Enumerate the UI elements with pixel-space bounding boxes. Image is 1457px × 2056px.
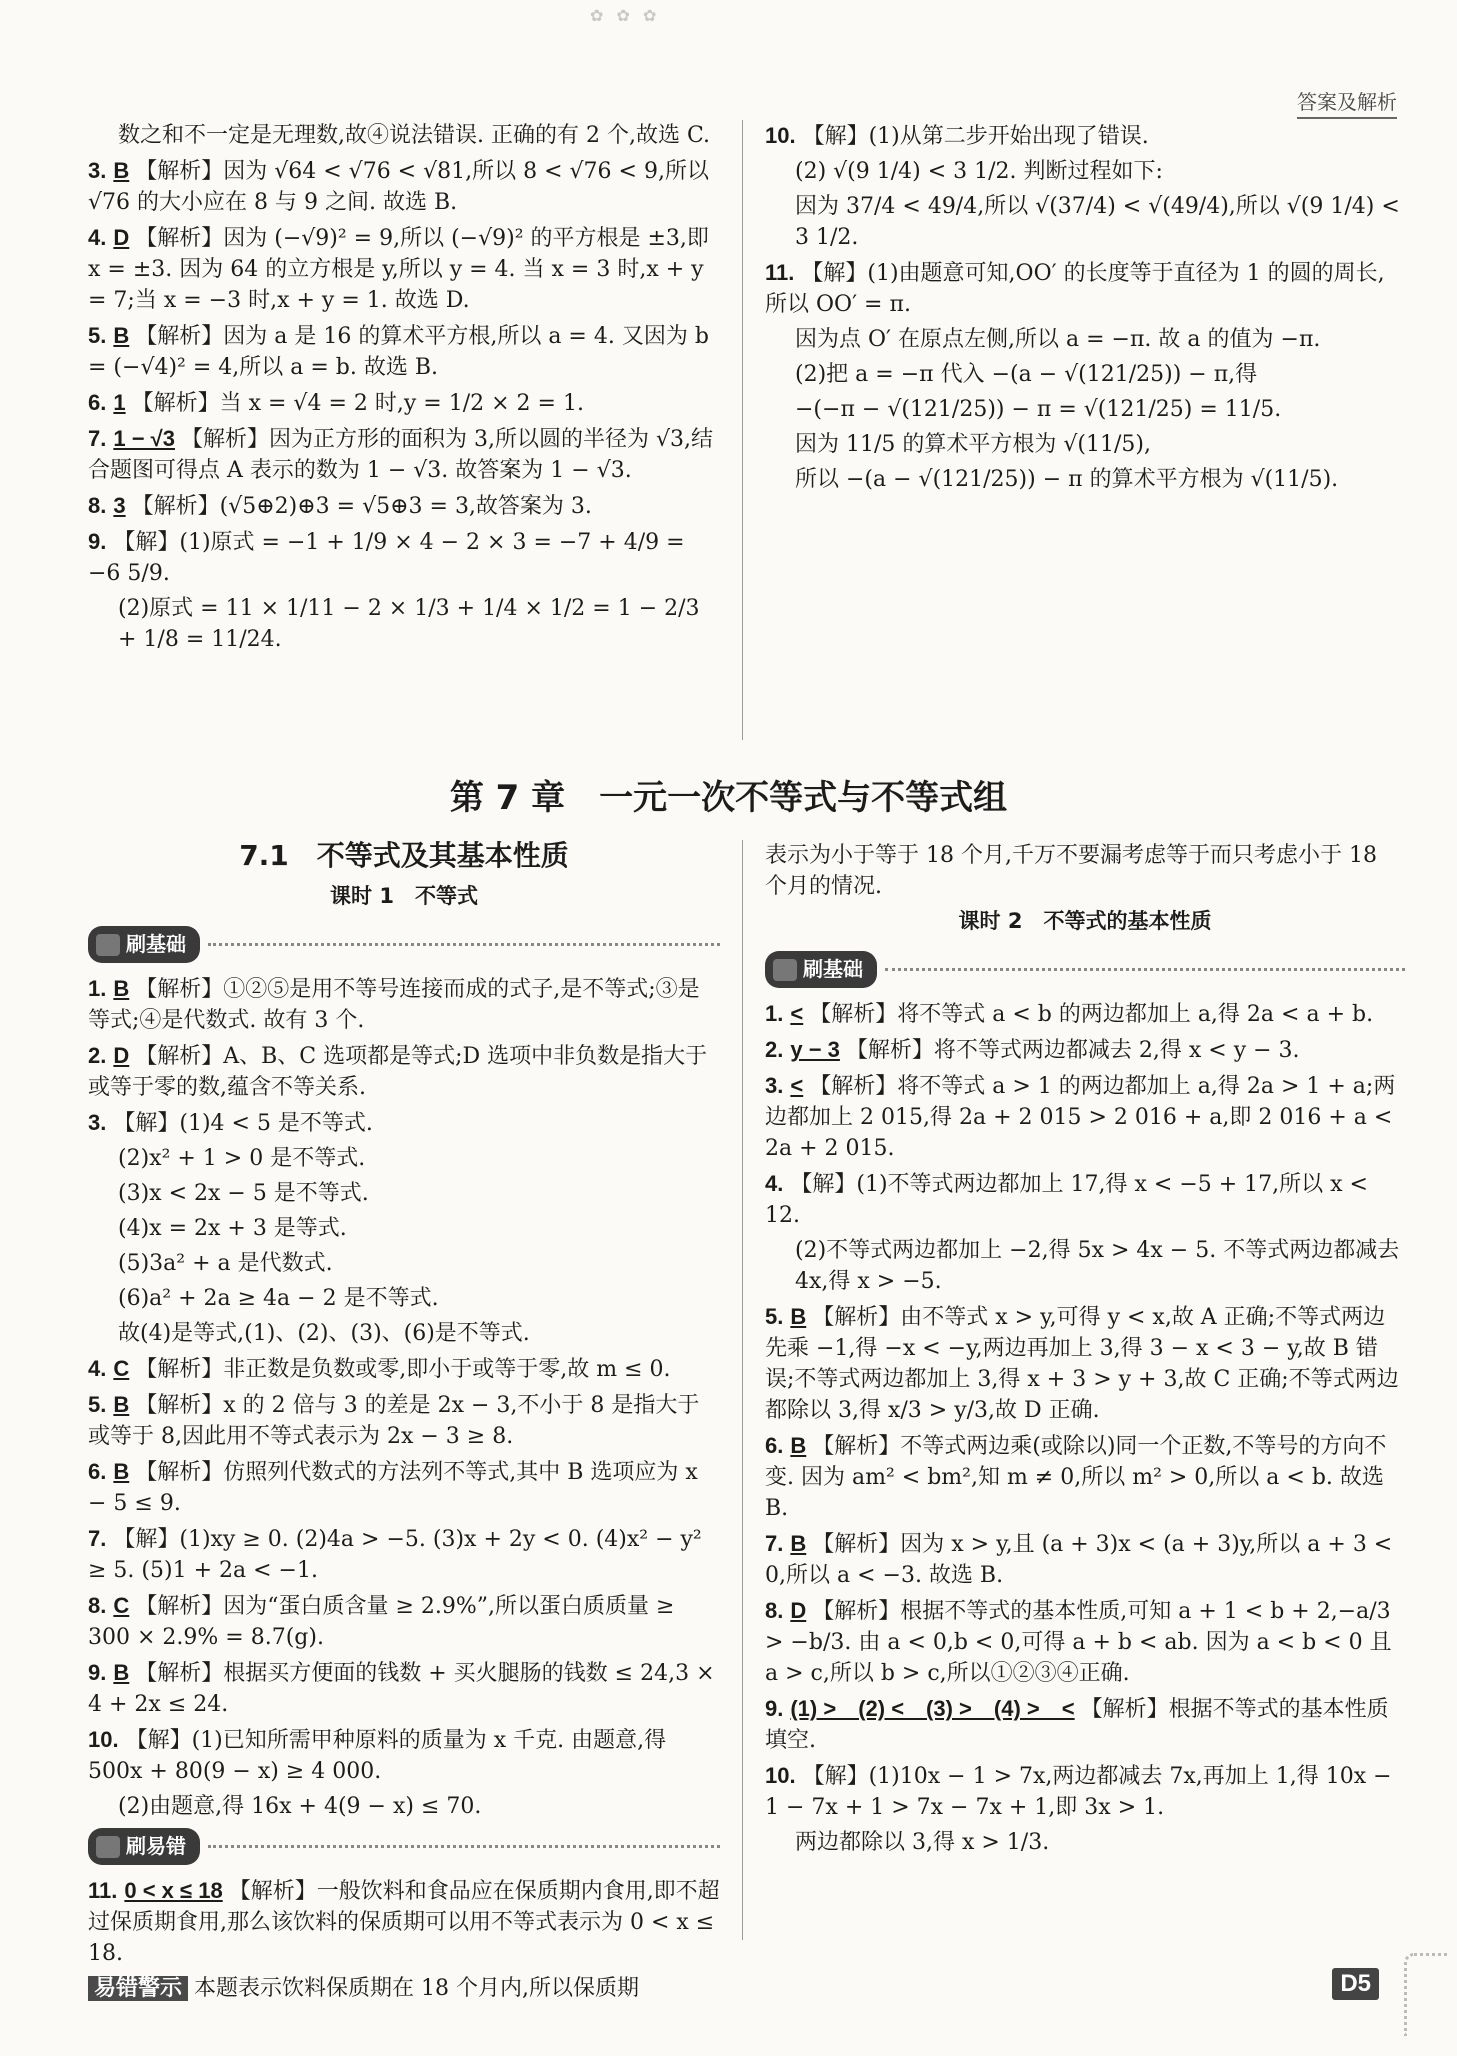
continued-text: 表示为小于等于 18 个月,千万不要漏考虑等于而只考虑小于 18 个月的情况. <box>765 843 1377 899</box>
item-answer: B <box>113 1459 130 1484</box>
item-number: 3. <box>765 1073 784 1098</box>
dotted-rule <box>208 1845 720 1848</box>
item-answer: B <box>790 1531 807 1556</box>
answer-item <box>88 1724 720 1787</box>
item-answer: 1 <box>113 390 126 415</box>
item-text: 因为 11/5 的算术平方根为 √(11/5), <box>795 432 1151 457</box>
item-number: 9. <box>88 529 107 554</box>
item-text: 【解析】因为“蛋白质含量 ≥ 2.9%”,所以蛋白质质量 ≥ 300 × 2.9% = 8.7(g). <box>88 1594 675 1650</box>
item-text: 【解析】A、B、C 选项都是等式;D 选项中非负数是指大于或等于零的数,蕴含不等关系. <box>88 1044 708 1100</box>
answer-item <box>88 526 720 589</box>
item-text: 两边都除以 3,得 x > 1/3. <box>795 1830 1050 1855</box>
item-number: 4. <box>88 1356 107 1381</box>
item-number: 10. <box>765 123 796 148</box>
answer-item <box>88 120 720 151</box>
item-number: 5. <box>88 1392 107 1417</box>
answer-item <box>88 1248 720 1279</box>
item-number: 7. <box>88 1526 107 1551</box>
warning-tag: 易错警示 <box>88 1976 188 2001</box>
answer-item <box>88 387 720 419</box>
item-number: 7. <box>88 426 107 451</box>
answer-item <box>765 429 1405 460</box>
answer-item <box>765 359 1405 390</box>
top-right-column <box>765 120 1405 499</box>
header-label: 答案及解析 <box>1297 86 1397 119</box>
item-answer: B <box>113 323 130 348</box>
item-number: 8. <box>88 1593 107 1618</box>
badge-basic-label-2: 刷基础 <box>803 957 863 981</box>
item-number: 6. <box>88 390 107 415</box>
item-text: 【解析】当 x = √4 = 2 时,y = 1/2 × 2 = 1. <box>131 391 584 416</box>
answer-item <box>88 593 720 655</box>
bottom-left-column <box>88 840 720 2008</box>
answer-item <box>88 1040 720 1103</box>
answer-item <box>88 1283 720 1314</box>
item-number: 7. <box>765 1531 784 1556</box>
item-answer: B <box>113 976 130 1001</box>
answer-item <box>88 1875 720 1969</box>
badge-error <box>88 1828 200 1865</box>
item-answer: D <box>790 1598 807 1623</box>
item-text: (2)不等式两边都加上 −2,得 5x > 4x − 5. 不等式两边都减去 4x,得 x > −5. <box>795 1238 1400 1294</box>
item-text: 【解析】将不等式 a < b 的两边都加上 a,得 2a < a + b. <box>809 1002 1374 1027</box>
answer-item <box>88 1107 720 1139</box>
badge-basic-label: 刷基础 <box>126 932 186 956</box>
item-text: 【解析】①②⑤是用不等号连接而成的式子,是不等式;③是等式;④是代数式. 故有 3 个. <box>88 977 700 1033</box>
item-text: 本题表示饮料保质期在 18 个月内,所以保质期 <box>194 1976 639 2001</box>
item-number: 1. <box>765 1001 784 1026</box>
badge-basic-row <box>88 926 720 963</box>
item-number: 5. <box>88 323 107 348</box>
item-text: (2)由题意,得 16x + 4(9 − x) ≤ 70. <box>118 1794 482 1819</box>
item-number: 6. <box>88 1459 107 1484</box>
item-number: 1. <box>88 976 107 1001</box>
item-number: 2. <box>765 1037 784 1062</box>
item-answer: B <box>790 1433 807 1458</box>
item-text: 【解】(1)已知所需甲种原料的质量为 x 千克. 由题意,得 500x + 80(9 − x) ≥ 4 000. <box>88 1728 667 1784</box>
item-text: 【解析】因为 a 是 16 的算术平方根,所以 a = 4. 又因为 b = (−√4)² = 4,所以 a = b. 故选 B. <box>88 324 709 380</box>
item-answer: 0 < x ≤ 18 <box>124 1878 223 1903</box>
answer-item <box>765 1693 1405 1756</box>
item-text: 【解析】一般饮料和食品应在保质期内食用,即不超过保质期食用,那么该饮料的保质期可以用不等式表示为 0 < x ≤ 18. <box>88 1879 720 1966</box>
lesson-1-title: 课时 1 不等式 <box>330 884 478 908</box>
item-text: 【解析】x 的 2 倍与 3 的差是 2x − 3,不小于 8 是指大于或等于 8,因此用不等式表示为 2x − 3 ≥ 8. <box>88 1393 700 1449</box>
answer-item <box>765 464 1405 495</box>
answer-item <box>88 222 720 316</box>
answer-item <box>765 1034 1405 1066</box>
item-text: (2) √(9 1/4) < 3 1/2. 判断过程如下: <box>795 159 1163 184</box>
item-number: 5. <box>765 1304 784 1329</box>
badge-basic-row-2 <box>765 951 1405 988</box>
item-text: 【解析】因为 (−√9)² = 9,所以 (−√9)² 的平方根是 ±3,即 x = ±3. 因为 64 的立方根是 y,所以 y = 4. 当 x = 3 时,x + y = 7;当 x = −3 时,x + y = 1. 故选 D. <box>88 226 709 313</box>
item-number: 3. <box>88 1110 107 1135</box>
answer-item <box>88 1791 720 1822</box>
item-text: 【解析】将不等式 a > 1 的两边都加上 a,得 2a > 1 + a;两边都加上 2 015,得 2a + 2 015 > 2 016 + a,即 2 016 + a < 2a + 2 015. <box>765 1074 1396 1161</box>
item-answer: B <box>113 158 130 183</box>
answer-item <box>765 1827 1405 1858</box>
item-text: 数之和不一定是无理数,故④说法错误. 正确的有 2 个,故选 C. <box>118 123 710 148</box>
item-text: 【解析】仿照列代数式的方法列不等式,其中 B 选项应为 x − 5 ≤ 9. <box>88 1460 698 1516</box>
item-text: (3)x < 2x − 5 是不等式. <box>118 1181 369 1206</box>
divider-top <box>742 120 743 740</box>
item-text: 因为 37/4 < 49/4,所以 √(37/4) < √(49/4),所以 √(9 1/4) < 3 1/2. <box>795 194 1400 250</box>
answer-item <box>88 155 720 218</box>
item-text: 所以 −(a − √(121/25)) − π 的算术平方根为 √(11/5). <box>795 467 1339 492</box>
answer-item <box>765 1301 1405 1426</box>
lesson-2-title: 课时 2 不等式的基本性质 <box>958 909 1212 933</box>
item-answer: y − 3 <box>790 1037 840 1062</box>
answer-item <box>765 257 1405 320</box>
item-answer: < <box>790 1001 804 1026</box>
answer-item <box>88 1143 720 1174</box>
item-text: 【解析】因为正方形的面积为 3,所以圆的半径为 √3,结合题图可得点 A 表示的数为 1 − √3. 故答案为 1 − √3. <box>88 427 713 483</box>
item-text: 【解析】不等式两边乘(或除以)同一个正数,不等号的方向不变. 因为 am² < bm²,知 m ≠ 0,所以 m² > 0,所以 a < b. 故选 B. <box>765 1434 1387 1521</box>
item-number: 6. <box>765 1433 784 1458</box>
item-number: 4. <box>765 1171 784 1196</box>
badge-error-label: 刷易错 <box>126 1834 186 1858</box>
item-text: 【解】(1)由题意可知,OO′ 的长度等于直径为 1 的圆的周长,所以 OO′ = π. <box>765 261 1385 317</box>
item-answer: B <box>790 1304 807 1329</box>
item-text: (4)x = 2x + 3 是等式. <box>118 1216 347 1241</box>
answer-item <box>765 1235 1405 1297</box>
page-number: D5 <box>1332 1968 1379 2000</box>
item-answer: C <box>113 1593 130 1618</box>
item-text: 【解析】因为 √64 < √76 < √81,所以 8 < √76 < 9,所以 √76 的大小应在 8 与 9 之间. 故选 B. <box>88 159 709 215</box>
item-answer: (1) > (2) < (3) > (4) > < <box>790 1696 1075 1721</box>
answer-item <box>88 490 720 522</box>
item-text: (2)把 a = −π 代入 −(a − √(121/25)) − π,得 <box>795 362 1258 387</box>
answer-item <box>765 1070 1405 1164</box>
item-number: 2. <box>88 1043 107 1068</box>
item-text: 【解】(1)xy ≥ 0. (2)4a > −5. (3)x + 2y < 0. (4)x² − y² ≥ 5. (5)1 + 2a < −1. <box>88 1527 702 1583</box>
answer-item <box>88 1389 720 1452</box>
item-text: 【解析】将不等式两边都减去 2,得 x < y − 3. <box>845 1038 1300 1063</box>
badge-error-row <box>88 1828 720 1865</box>
item-answer: 1 − √3 <box>113 426 175 451</box>
answer-item <box>88 1456 720 1519</box>
answer-item <box>88 1973 720 2004</box>
dotted-rule <box>885 968 1405 971</box>
item-answer: 3 <box>113 493 126 518</box>
answer-item <box>88 1657 720 1720</box>
section-title: 7.1 不等式及其基本性质 <box>239 839 569 872</box>
item-text: 【解析】(√5⊕2)⊕3 = √5⊕3 = 3,故答案为 3. <box>131 494 592 519</box>
item-text: −(−π − √(121/25)) − π = √(121/25) = 11/5. <box>795 397 1282 422</box>
item-answer: D <box>113 1043 130 1068</box>
item-number: 11. <box>765 260 795 285</box>
item-text: 【解析】根据不等式的基本性质填空. <box>765 1697 1389 1753</box>
corner-decoration <box>1404 1953 1447 2036</box>
answer-item <box>88 320 720 383</box>
item-answer: < <box>790 1073 804 1098</box>
item-answer: B <box>113 1392 130 1417</box>
dotted-rule <box>208 943 720 946</box>
answer-item <box>88 1590 720 1653</box>
answer-item <box>765 394 1405 425</box>
item-number: 3. <box>88 158 107 183</box>
pencil-icon <box>96 934 120 956</box>
item-number: 9. <box>88 1660 107 1685</box>
item-number: 4. <box>88 225 107 250</box>
bottom-right-column <box>765 840 1405 1862</box>
item-text: 【解】(1)从第二步开始出现了错误. <box>802 124 1149 149</box>
item-text: 【解】(1)不等式两边都加上 17,得 x < −5 + 17,所以 x < 12. <box>765 1172 1368 1228</box>
answer-item <box>765 120 1405 152</box>
item-text: (2)x² + 1 > 0 是不等式. <box>118 1146 366 1171</box>
item-number: 10. <box>88 1727 119 1752</box>
answer-item <box>765 1760 1405 1823</box>
item-text: 【解析】非正数是负数或零,即小于或等于零,故 m ≤ 0. <box>135 1357 671 1382</box>
item-text: 【解】(1)4 < 5 是不等式. <box>113 1111 373 1136</box>
top-ornament: ✿ ✿ ✿ <box>590 6 661 25</box>
item-answer: C <box>113 1356 130 1381</box>
item-text: 【解析】根据买方便面的钱数 + 买火腿肠的钱数 ≤ 24,3 × 4 + 2x ≤ 24. <box>88 1661 715 1717</box>
item-number: 8. <box>765 1598 784 1623</box>
divider-bottom <box>742 840 743 1940</box>
answer-item <box>765 1168 1405 1231</box>
chapter-title: 第 7 章 一元一次不等式与不等式组 <box>449 778 1008 818</box>
answer-item <box>765 191 1405 253</box>
pencil-icon <box>96 1836 120 1858</box>
answer-item <box>88 1523 720 1586</box>
answer-item <box>88 1213 720 1244</box>
answer-item <box>88 1353 720 1385</box>
answer-item <box>765 1430 1405 1524</box>
item-text: 【解析】由不等式 x > y,可得 y < x,故 A 正确;不等式两边先乘 −1,得 −x < −y,两边再加上 3,得 3 − x < 3 − y,故 B 错误;不等式两边都加上 3,得 x + 3 > y + 3,故 C 正确;不等式两边都除以 3,得 x/3 > y/3,故 D 正确. <box>765 1305 1399 1423</box>
answer-item <box>88 1178 720 1209</box>
answer-item <box>765 156 1405 187</box>
item-number: 10. <box>765 1763 796 1788</box>
item-text: 【解析】根据不等式的基本性质,可知 a + 1 < b + 2,−a/3 > −b/3. 由 a < 0,b < 0,可得 a + b < ab. 因为 a < b < 0 且 a > c,所以 b > c,所以①②③④正确. <box>765 1599 1392 1686</box>
answer-item <box>765 324 1405 355</box>
item-text: 【解析】因为 x > y,且 (a + 3)x < (a + 3)y,所以 a + 3 < 0,所以 a < −3. 故选 B. <box>765 1532 1393 1588</box>
answer-item <box>765 1595 1405 1689</box>
answer-item <box>88 423 720 486</box>
item-number: 11. <box>88 1878 118 1903</box>
item-number: 8. <box>88 493 107 518</box>
answer-item <box>765 998 1405 1030</box>
item-text: (5)3a² + a 是代数式. <box>118 1251 333 1276</box>
item-answer: B <box>113 1660 130 1685</box>
badge-basic-2 <box>765 951 877 988</box>
item-number: 9. <box>765 1696 784 1721</box>
answer-item <box>88 1318 720 1349</box>
badge-basic <box>88 926 200 963</box>
item-text: 【解】(1)原式 = −1 + 1/9 × 4 − 2 × 3 = −7 + 4/9 = −6 5/9. <box>88 530 685 586</box>
item-text: 故(4)是等式,(1)、(2)、(3)、(6)是不等式. <box>118 1321 530 1346</box>
pencil-icon <box>773 959 797 981</box>
answer-item <box>88 973 720 1036</box>
item-text: 【解】(1)10x − 1 > 7x,两边都减去 7x,再加上 1,得 10x − 1 − 7x + 1 > 7x − 7x + 1,即 3x > 1. <box>765 1764 1392 1820</box>
item-text: (2)原式 = 11 × 1/11 − 2 × 1/3 + 1/4 × 1/2 = 1 − 2/3 + 1/8 = 11/24. <box>118 596 700 652</box>
item-text: (6)a² + 2a ≥ 4a − 2 是不等式. <box>118 1286 439 1311</box>
item-text: 因为点 O′ 在原点左侧,所以 a = −π. 故 a 的值为 −π. <box>795 327 1321 352</box>
answer-item <box>765 1528 1405 1591</box>
item-answer: D <box>113 225 130 250</box>
top-left-column <box>88 120 720 659</box>
